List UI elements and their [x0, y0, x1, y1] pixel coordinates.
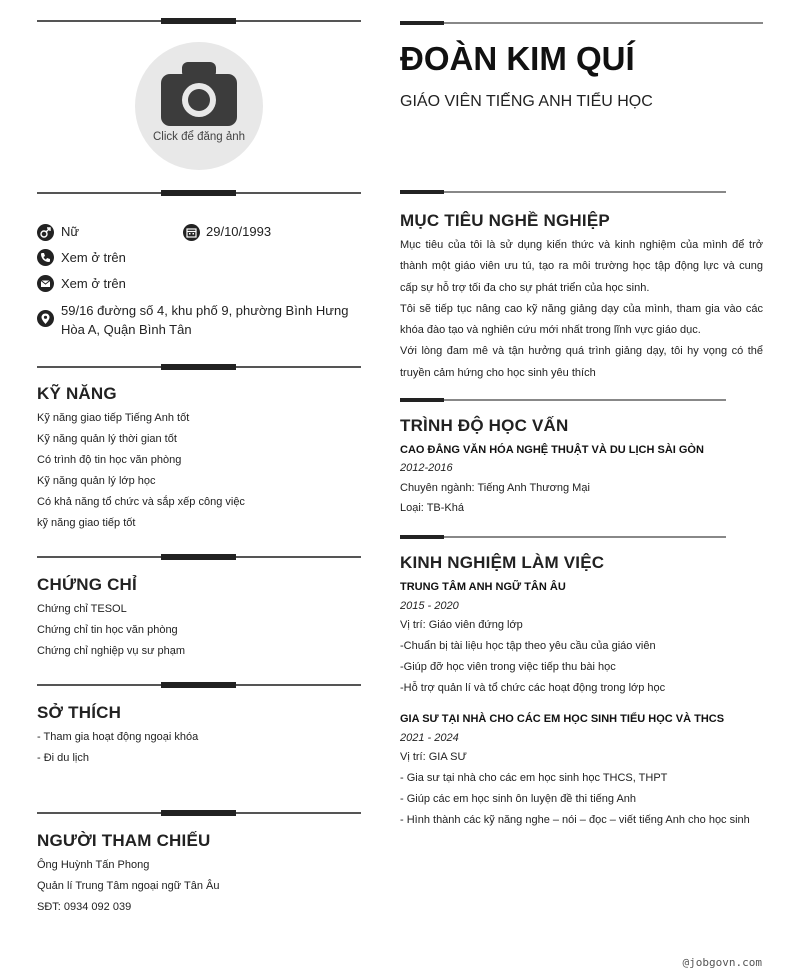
objective-paragraph: Tôi sẽ tiếp tục nâng cao kỹ năng giảng dạy của mình, tham gia vào các khóa đào tạo và nghiên cứu mới nhất trong lĩnh vực giáo dục. — [400, 302, 763, 337]
list-item: - Tham gia hoạt động ngoại khóa — [37, 731, 199, 743]
list-item: - Giúp các em học sinh ôn luyện đề thi tiếng Anh — [400, 793, 637, 805]
list-item: - Gia sư tại nhà cho các em học sinh học THCS, THPT — [400, 772, 668, 784]
divider — [400, 21, 763, 25]
list-item: kỹ năng giao tiếp tốt — [37, 517, 136, 529]
references-list — [37, 855, 219, 918]
location-icon — [37, 310, 54, 327]
certificates-heading: CHỨNG CHỈ — [37, 575, 137, 594]
dob-value: 29/10/1993 — [206, 224, 272, 239]
divider — [37, 554, 361, 560]
hobbies-list — [37, 727, 198, 769]
education-years: 2012-2016 — [400, 462, 453, 474]
calendar-icon — [183, 224, 200, 241]
list-item: - Đi du lịch — [37, 752, 89, 764]
objective-paragraph: Mục tiêu của tôi là sử dụng kiến thức và kinh nghiệm của mình để trở thành một giáo viên ưu tú, tạo ra môi trường học tập động lực và cung cấp sự hỗ trợ tối đa cho sự phát triển của học sinh. — [400, 239, 763, 294]
divider — [37, 190, 361, 196]
photo-caption: Click để đăng ảnh — [152, 131, 246, 143]
job-org: TRUNG TÂM ANH NGỮ TÂN ÂU — [400, 581, 566, 593]
job-details — [400, 615, 665, 699]
list-item: Ông Huỳnh Tấn Phong — [37, 859, 150, 871]
address-line: 59/16 đường số 4, khu phố 9, phường Bình Hưng — [61, 303, 349, 318]
list-item: Có khả năng tổ chức và sắp xếp công việc — [37, 496, 245, 508]
school-name: CAO ĐẲNG VĂN HÓA NGHỆ THUẬT VÀ DU LỊCH SÀI GÒN — [400, 444, 704, 456]
experience-heading: KINH NGHIỆM LÀM VIỆC — [400, 553, 605, 572]
list-item: -Hỗ trợ quản lí và tổ chức các hoạt động trong lớp học — [400, 682, 666, 694]
list-item: -Chuẩn bị tài liệu học tập theo yêu cầu của giáo viên — [400, 640, 656, 652]
job-details — [400, 747, 752, 831]
divider — [37, 810, 361, 816]
divider — [37, 364, 361, 370]
list-item: Vị trí: GIA SƯ — [400, 751, 467, 763]
divider — [400, 535, 726, 539]
education-grade: Loại: TB-Khá — [400, 502, 465, 514]
address-line: Hòa A, Quận Bình Tân — [61, 322, 192, 337]
list-item: Chứng chỉ TESOL — [37, 603, 127, 615]
objective-heading: MỤC TIÊU NGHỀ NGHIỆP — [400, 211, 610, 230]
phone-value: Xem ở trên — [61, 250, 126, 265]
skills-list — [37, 408, 245, 534]
list-item: Có trình độ tin học văn phòng — [37, 454, 182, 466]
list-item: Kỹ năng giao tiếp Tiếng Anh tốt — [37, 412, 190, 424]
camera-icon — [135, 42, 263, 170]
education-heading: TRÌNH ĐỘ HỌC VẤN — [400, 416, 569, 435]
job-org: GIA SƯ TẠI NHÀ CHO CÁC EM HỌC SINH TIỂU HỌC VÀ THCS — [400, 713, 725, 725]
job-title: GIÁO VIÊN TIẾNG ANH TIỂU HỌC — [400, 93, 653, 110]
list-item: Chứng chỉ nghiệp vụ sư phạm — [37, 645, 186, 657]
references-heading: NGƯỜI THAM CHIẾU — [37, 831, 211, 850]
divider — [400, 398, 726, 402]
education-major: Chuyên ngành: Tiếng Anh Thương Mại — [400, 482, 590, 494]
list-item: -Giúp đỡ học viên trong việc tiếp thu bài học — [400, 661, 616, 673]
divider — [400, 190, 726, 194]
gender-value: Nữ — [61, 224, 80, 239]
photo-upload[interactable] — [135, 42, 263, 170]
list-item: Quản lí Trung Tâm ngoại ngữ Tân Âu — [37, 880, 220, 892]
phone-icon — [37, 249, 54, 266]
address-value — [61, 301, 361, 339]
gender-icon — [37, 224, 54, 241]
job-years: 2015 - 2020 — [400, 600, 459, 612]
list-item: Chứng chỉ tin học văn phòng — [37, 624, 178, 636]
hobbies-heading: SỞ THÍCH — [37, 703, 122, 722]
list-item: SĐT: 0934 092 039 — [37, 901, 132, 913]
list-item: Kỹ năng quản lý lớp học — [37, 475, 156, 487]
objective-paragraph: Với lòng đam mê và tận hưởng quá trình giảng dạy, tôi hy vọng có thể truyền cảm hứng cho học sinh yêu thích — [400, 345, 763, 379]
watermark: @jobgovn.com — [682, 956, 762, 969]
list-item: - Hình thành các kỹ năng nghe – nói – đọc – viết tiếng Anh cho học sinh — [400, 814, 750, 826]
list-item: Vị trí: Giáo viên đứng lớp — [400, 619, 523, 631]
email-icon — [37, 275, 54, 292]
divider — [37, 682, 361, 688]
certificates-list — [37, 599, 185, 662]
email-value: Xem ở trên — [61, 276, 126, 291]
list-item: Kỹ năng quản lý thời gian tốt — [37, 433, 177, 445]
job-years: 2021 - 2024 — [400, 732, 459, 744]
candidate-name: ĐOÀN KIM QUÍ — [400, 40, 635, 77]
objective-text — [400, 235, 763, 384]
divider — [37, 18, 361, 24]
skills-heading: KỸ NĂNG — [37, 384, 117, 403]
